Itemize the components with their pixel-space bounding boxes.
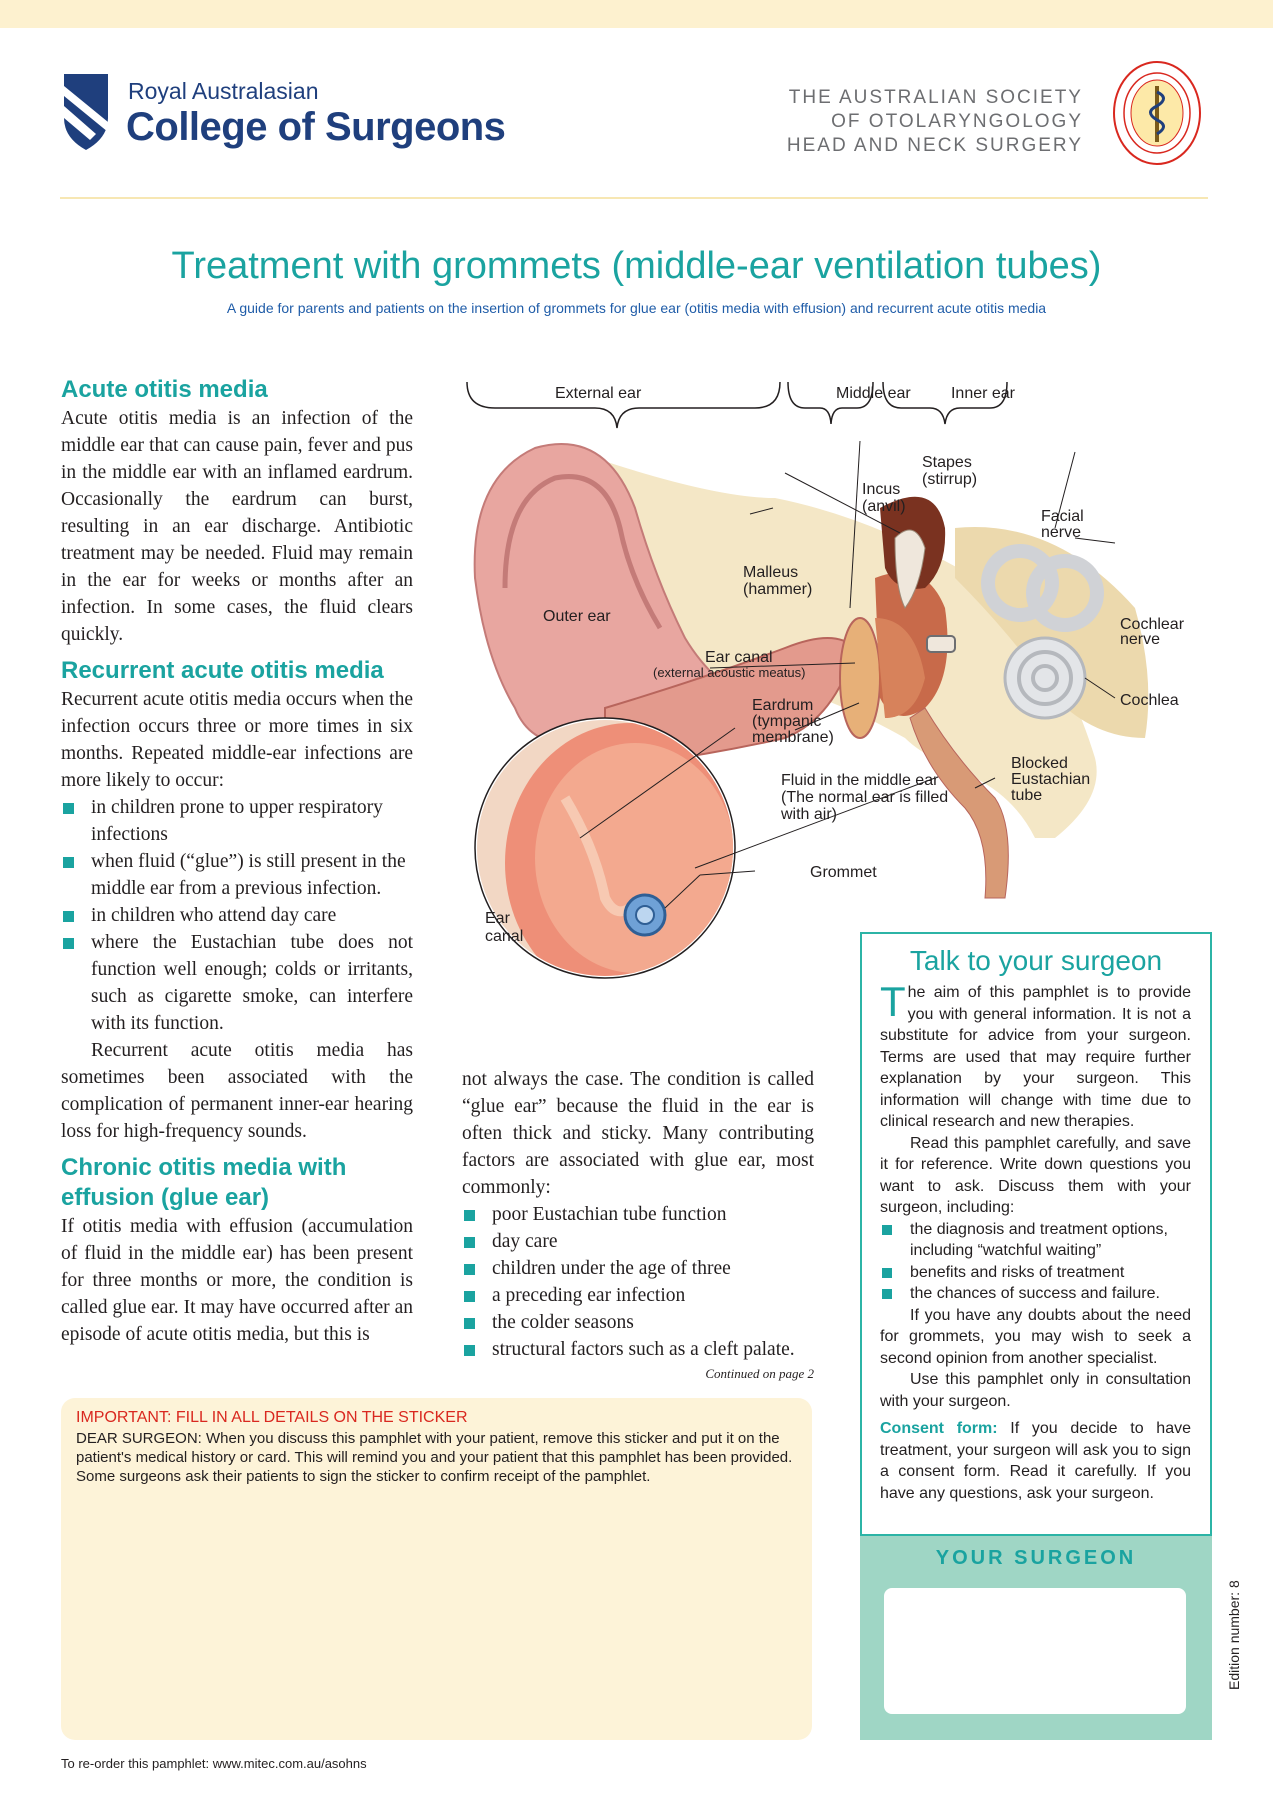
label-inner-ear: Inner ear (950, 385, 1016, 402)
top-color-bar (0, 0, 1273, 28)
society-line: THE AUSTRALIAN SOCIETY (788, 87, 1083, 108)
label-eardrum-3: membrane) (752, 729, 834, 746)
talk-paragraph-1: he aim of this pamphlet is to provide you with general information. It is not a substitute for advice from your surgeon. Terms are used that may require further explanation by your surgeon. This information will change with time due to clinical research and new therapies. (880, 984, 1191, 1130)
talk-box-title: Talk to your surgeon (909, 945, 1163, 976)
recurrent-paragraph-2: Recurrent acute otitis media has sometimes been associated with the complication of permanent inner-ear hearing loss for high-frequency sounds. (61, 1040, 413, 1142)
glue-ear-factors-list (462, 1201, 814, 1363)
label-cochlear-nerve-1: Cochlear (1120, 616, 1185, 633)
label-inset-ear-canal-2: canal (485, 928, 524, 945)
label-blocked-tube-2: Eustachian (1011, 771, 1091, 788)
label-external-ear: External ear (555, 385, 642, 402)
label-cochlea: Cochlea (1120, 692, 1179, 709)
talk-bullet-list (880, 1219, 1191, 1305)
square-bullet-icon (63, 803, 74, 814)
list-item: benefits and risks of treatment (880, 1262, 1191, 1284)
label-facial-nerve-1: Facial (1041, 508, 1084, 525)
page-title: Treatment with grommets (middle-ear ventilation tubes) (171, 245, 1102, 287)
header-divider (60, 197, 1208, 199)
label-fluid-3: with air) (781, 806, 838, 823)
section-heading-acute: Acute otitis media (61, 376, 268, 403)
talk-paragraph-3: If you have any doubts about the need for grommets, you may wish to seek a second opinion from another specialist. (880, 1306, 1191, 1367)
square-bullet-icon (63, 911, 74, 922)
society-seal-logo (1112, 60, 1202, 166)
racs-shield-logo (62, 72, 110, 152)
list-item: the diagnosis and treatment options, including “watchful waiting” (880, 1219, 1191, 1262)
list-item: children under the age of three (462, 1255, 814, 1282)
continued-note: Continued on page 2 (705, 1366, 814, 1381)
glue-ear-paragraph-cont: not always the case. The condition is called “glue ear” because the fluid in the ear is often thick and sticky. Many contributing factors are associated with glue ear, most commonly: (462, 1069, 814, 1198)
square-bullet-icon (464, 1318, 475, 1329)
section-heading-glue-ear: Chronic otitis media with effusion (glue ear) (61, 1154, 347, 1211)
label-outer-ear: Outer ear (543, 608, 611, 625)
your-surgeon-field[interactable] (884, 1588, 1186, 1714)
label-eardrum-1: Eardrum (752, 697, 814, 714)
talk-paragraph-4: Use this pamphlet only in consultation with your surgeon. (880, 1371, 1191, 1410)
list-item: day care (462, 1228, 814, 1255)
list-item: when fluid (“glue”) is still present in the middle ear from a previous infection. (61, 848, 413, 902)
label-stapes-1: Stapes (922, 454, 972, 471)
sticker-text: DEAR SURGEON: When you discuss this pamphlet with your patient, remove this sticker and put it on the patient's medical history or card. This will remind you and your patient that this pamphlet has been provided. Some surgeons ask their patients to sign the sticker to confirm receipt of the pamphlet. (76, 1430, 793, 1485)
list-item: in children prone to upper respiratory infections (61, 794, 413, 848)
label-incus-1: Incus (862, 481, 901, 498)
recurrent-paragraph: Recurrent acute otitis media occurs when the infection occurs three or more times in six months. Repeated middle-ear infections are more likely to occur: (61, 689, 413, 791)
label-ear-canal-2: (external acoustic meatus) (653, 665, 806, 680)
label-malleus-1: Malleus (743, 564, 799, 581)
label-malleus-2: (hammer) (743, 581, 813, 598)
talk-box-body (880, 978, 1191, 1504)
your-surgeon-title: YOUR SURGEON (935, 1547, 1137, 1569)
label-blocked-tube-1: Blocked (1011, 755, 1068, 772)
label-ear-canal-1: Ear canal (705, 649, 773, 666)
label-fluid-2: (The normal ear is filled (781, 789, 949, 806)
talk-paragraph-2: Read this pamphlet carefully, and save it for reference. Write down questions you want to ask. Discuss them with your surgeon, including: (880, 1134, 1191, 1216)
square-bullet-icon (882, 1225, 892, 1235)
society-line: HEAD AND NECK SURGERY (786, 135, 1083, 156)
list-item: the colder seasons (462, 1309, 814, 1336)
consent-form-text: If you decide to have treatment, your surgeon will ask you to sign a consent form. Read it carefully. If you have any questions, ask your surgeon. (880, 1420, 1191, 1502)
page-subtitle: A guide for parents and patients on the insertion of grommets for glue ear (otitis media with effusion) and recurrent acute otitis media (226, 300, 1047, 316)
left-column (61, 375, 413, 1348)
label-grommet: Grommet (810, 864, 877, 881)
square-bullet-icon (882, 1268, 892, 1278)
middle-column (462, 1066, 814, 1363)
label-stapes-2: (stirrup) (922, 471, 978, 488)
square-bullet-icon (464, 1264, 475, 1275)
sticker-heading: IMPORTANT: FILL IN ALL DETAILS ON THE STICKER (76, 1409, 468, 1426)
square-bullet-icon (464, 1237, 475, 1248)
list-item: where the Eustachian tube does not function well enough; colds or irritants, such as cigarette smoke, can interfere with its function. (61, 929, 413, 1037)
label-cochlear-nerve-2: nerve (1120, 631, 1161, 648)
square-bullet-icon (464, 1345, 475, 1356)
society-name (787, 86, 1083, 158)
list-item: the chances of success and failure. (880, 1283, 1191, 1305)
drop-cap: T (880, 978, 906, 1025)
list-item: poor Eustachian tube function (462, 1201, 814, 1228)
list-item: a preceding ear infection (462, 1282, 814, 1309)
square-bullet-icon (464, 1291, 475, 1302)
glue-ear-paragraph: If otitis media with effusion (accumulation of fluid in the middle ear) has been present for three months or more, the condition is called glue ear. It may have occurred after an episode of acute otitis media, but this is (61, 1216, 413, 1345)
recurrent-bullet-list (61, 794, 413, 1037)
label-inset-ear-canal-1: Ear (485, 910, 510, 927)
label-blocked-tube-3: tube (1011, 787, 1043, 804)
label-middle-ear: Middle ear (836, 385, 911, 402)
acute-paragraph: Acute otitis media is an infection of the middle ear that can cause pain, fever and pus in the middle ear with an inflamed eardrum. Occasionally the eardrum can burst, resulting in an ear discharge. Antibiotic treatment may be needed. Fluid may remain in the ear for weeks or months after an infection. In some cases, the fluid clears quickly. (61, 408, 413, 645)
eardrum-shape (840, 618, 880, 738)
list-item: in children who attend day care (61, 902, 413, 929)
square-bullet-icon (882, 1289, 892, 1299)
society-line: OF OTOLARYNGOLOGY (831, 111, 1083, 132)
consent-form-label: Consent form: (880, 1420, 998, 1437)
square-bullet-icon (464, 1210, 475, 1221)
edition-number: Edition number: 8 (1226, 1580, 1242, 1690)
label-eardrum-2: (tympanic (752, 713, 822, 730)
square-bullet-icon (63, 857, 74, 868)
label-fluid-1: Fluid in the middle ear (781, 772, 939, 789)
label-incus-2: (anvil) (862, 498, 906, 515)
org-name-line2: College of Surgeons (126, 105, 506, 149)
section-heading-recurrent: Recurrent acute otitis media (61, 657, 384, 684)
reorder-note: To re-order this pamphlet: www.mitec.com.au/asohns (61, 1756, 367, 1771)
label-facial-nerve-2: nerve (1041, 524, 1082, 541)
org-name-line1: Royal Australasian (128, 78, 319, 104)
square-bullet-icon (63, 938, 74, 949)
list-item: structural factors such as a cleft palate. (462, 1336, 814, 1363)
